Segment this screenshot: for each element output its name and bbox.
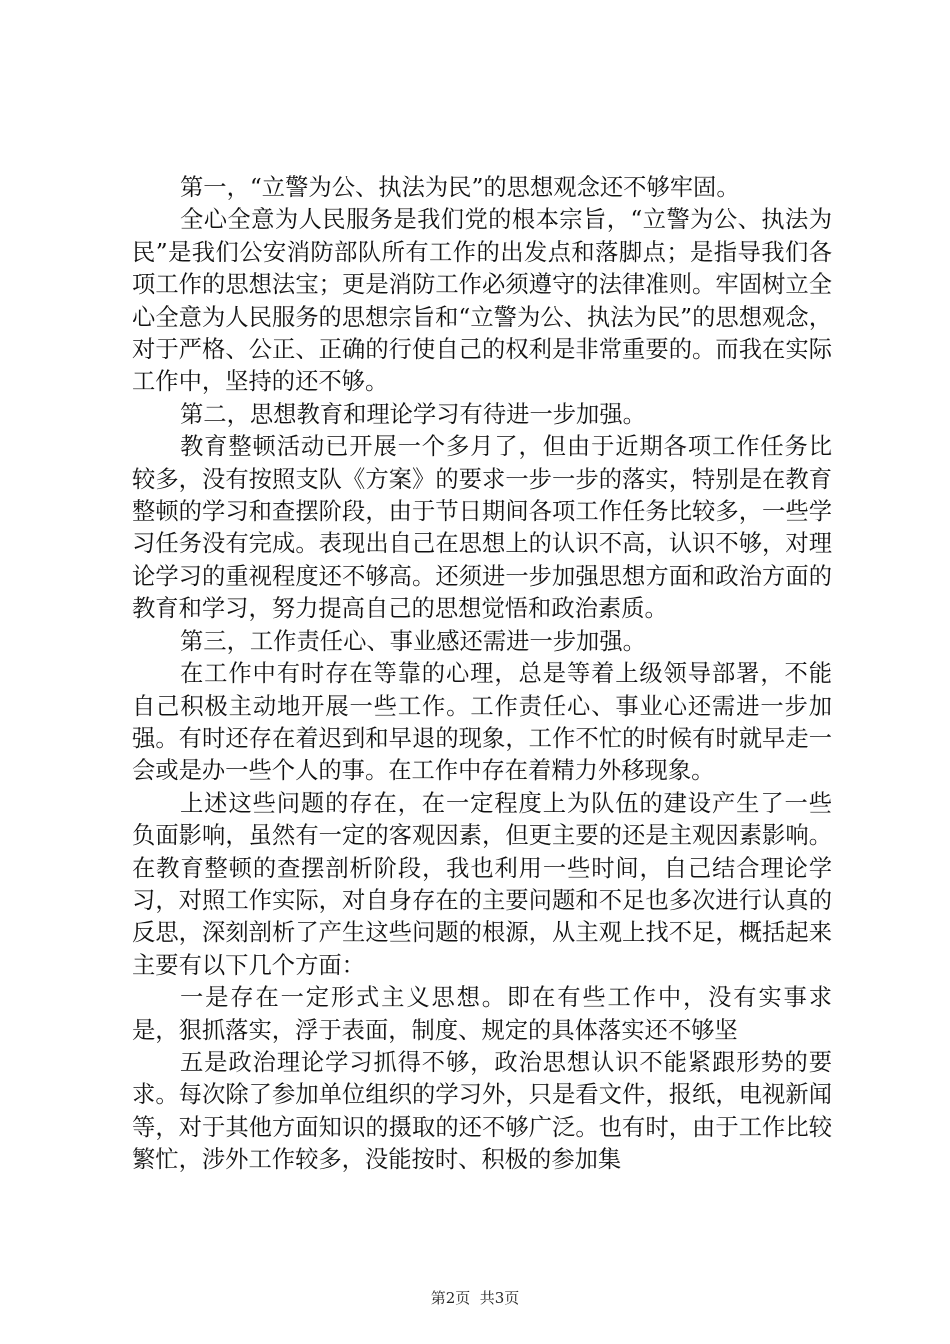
paragraph: 教育整顿活动已开展一个多月了，但由于近期各项工作任务比较多，没有按照支队《方案》的要求一步一步的落实，特别是在教育整顿的学习和查摆阶段，由于节日期间各项工作任务比较多，一些学习任务没有完成。表现出自己在思想上的认识不高，认识不够，对理论学习的重视程度还不够高。还须进一步加强思想方面和政治方面的教育和学习，努力提高自己的思想觉悟和政治素质。 <box>132 433 832 623</box>
document-body <box>132 172 832 1177</box>
paragraph: 全心全意为人民服务是我们党的根本宗旨，“立警为公、执法为民”是我们公安消防部队所有工作的出发点和落脚点；是指导我们各项工作的思想法宝；更是消防工作必须遵守的法律准则。牢固树立全心全意为人民服务的思想宗旨和“立警为公、执法为民”的思想观念，对于严格、公正、正确的行使自己的权利是非常重要的。而我在实际工作中，坚持的还不够。 <box>132 206 832 396</box>
paragraph: 在工作中有时存在等靠的心理，总是等着上级领导部署，不能自己积极主动地开展一些工作。工作责任心、事业心还需进一步加强。有时还存在着迟到和早退的现象，工作不忙的时候有时就早走一会或是办一些个人的事。在工作中存在着精力外移现象。 <box>132 660 832 785</box>
paragraph-heading-1: 第一，“立警为公、执法为民”的思想观念还不够牢固。 <box>180 174 740 201</box>
paragraph-heading-2: 第二，思想教育和理论学习有待进一步加强。 <box>180 400 646 428</box>
paragraph: 上述这些问题的存在，在一定程度上为队伍的建设产生了一些负面影响，虽然有一定的客观因素，但更主要的还是主观因素影响。在教育整顿的查摆剖析阶段，我也利用一些时间，自己结合理论学习，对照工作实际，对自身存在的主要问题和不足也多次进行认真的反思，深刻剖析了产生这些问题的根源，从主观上找不足，概括起来主要有以下几个方面： <box>132 789 832 979</box>
paragraph: 一是存在一定形式主义思想。即在有些工作中，没有实事求是，狠抓落实，浮于表面，制度、规定的具体落实还不够坚 <box>132 984 832 1044</box>
paragraph: 五是政治理论学习抓得不够，政治思想认识不能紧跟形势的要求。每次除了参加单位组织的学习外，只是看文件，报纸，电视新闻等，对于其他方面知识的摄取的还不够广泛。也有时，由于工作比较繁忙，涉外工作较多，没能按时、积极的参加集 <box>132 1048 832 1174</box>
paragraph-heading-3: 第三，工作责任心、事业感还需进一步加强。 <box>180 627 646 655</box>
page-number-footer: 第2页 共3页 <box>430 1289 520 1307</box>
